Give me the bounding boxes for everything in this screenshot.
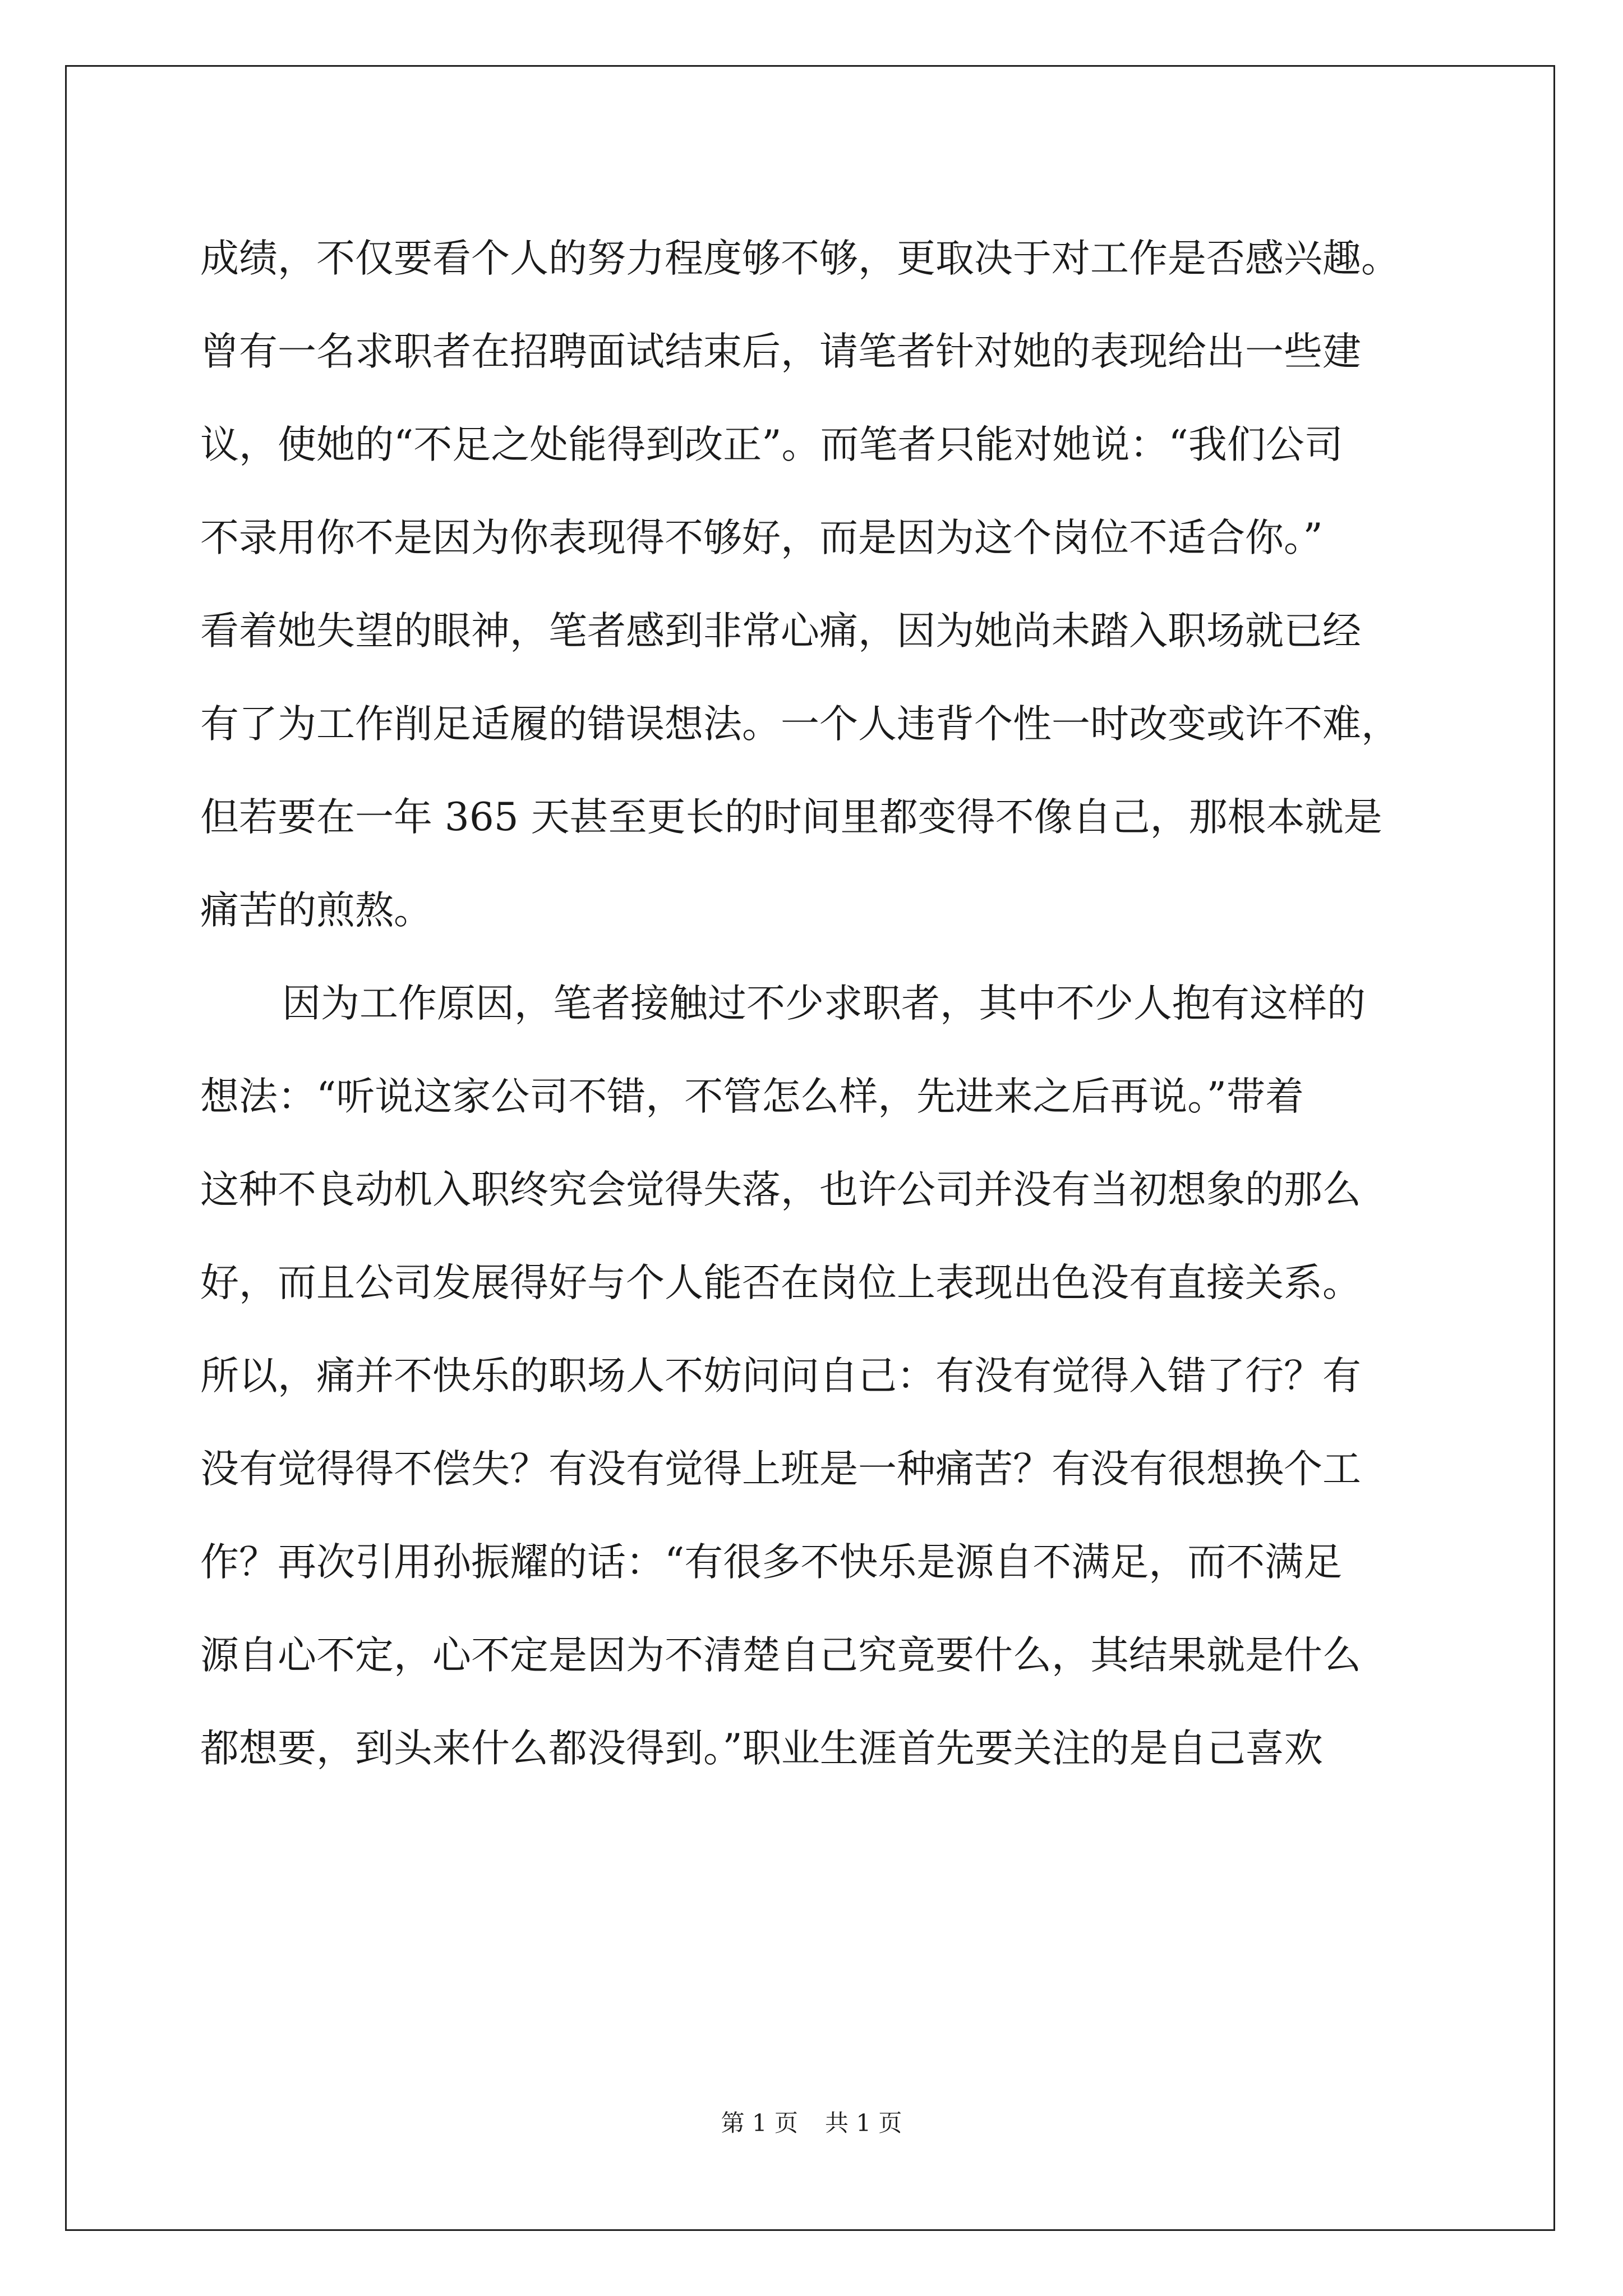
page-total: 共 1 页 [825, 2109, 902, 2137]
body-line: 好，而且公司发展得好与个人能否在岗位上表现出色没有直接关系。 [200, 1260, 1361, 1305]
body-line: 看着她失望的眼神，笔者感到非常心痛，因为她尚未踏入职场就已经 [200, 609, 1361, 654]
paragraph-start-line: 因为工作原因，笔者接触过不少求职者，其中不少人抱有这样的 [282, 981, 1366, 1026]
body-line: 痛苦的煎熬。 [200, 888, 432, 933]
body-line: 作？再次引用孙振耀的话：“有很多不快乐是源自不满足，而不满足 [200, 1540, 1343, 1585]
document-body [200, 212, 1440, 1795]
body-line: 源自心不定，心不定是因为不清楚自己究竟要什么，其结果就是什么 [200, 1633, 1361, 1678]
page-footer [0, 2106, 1623, 2140]
body-line: 想法：“听说这家公司不错，不管怎么样，先进来之后再说。”带着 [200, 1074, 1304, 1119]
body-line: 但若要在一年 365 天甚至更长的时间里都变得不像自己，那根本就是 [200, 795, 1382, 840]
body-line: 都想要，到头来什么都没得到。”职业生涯首先要关注的是自己喜欢 [200, 1726, 1323, 1771]
body-line: 不录用你不是因为你表现得不够好，而是因为这个岗位不适合你。” [200, 516, 1323, 560]
body-line: 所以，痛并不快乐的职场人不妨问问自己：有没有觉得入错了行？有 [200, 1354, 1361, 1398]
body-line: 没有觉得得不偿失？有没有觉得上班是一种痛苦？有没有很想换个工 [200, 1447, 1361, 1492]
body-line: 这种不良动机入职终究会觉得失落，也许公司并没有当初想象的那么 [200, 1167, 1361, 1212]
body-line: 有了为工作削足适履的错误想法。一个人违背个性一时改变或许不难， [200, 702, 1400, 747]
page-number: 第 1 页 [721, 2109, 798, 2137]
body-line: 曾有一名求职者在招聘面试结束后，请笔者针对她的表现给出一些建 [200, 329, 1361, 374]
body-line: 议，使她的“不足之处能得到改正”。而笔者只能对她说：“我们公司 [200, 422, 1343, 467]
body-line: 成绩，不仅要看个人的努力程度够不够，更取决于对工作是否感兴趣。 [200, 236, 1400, 281]
